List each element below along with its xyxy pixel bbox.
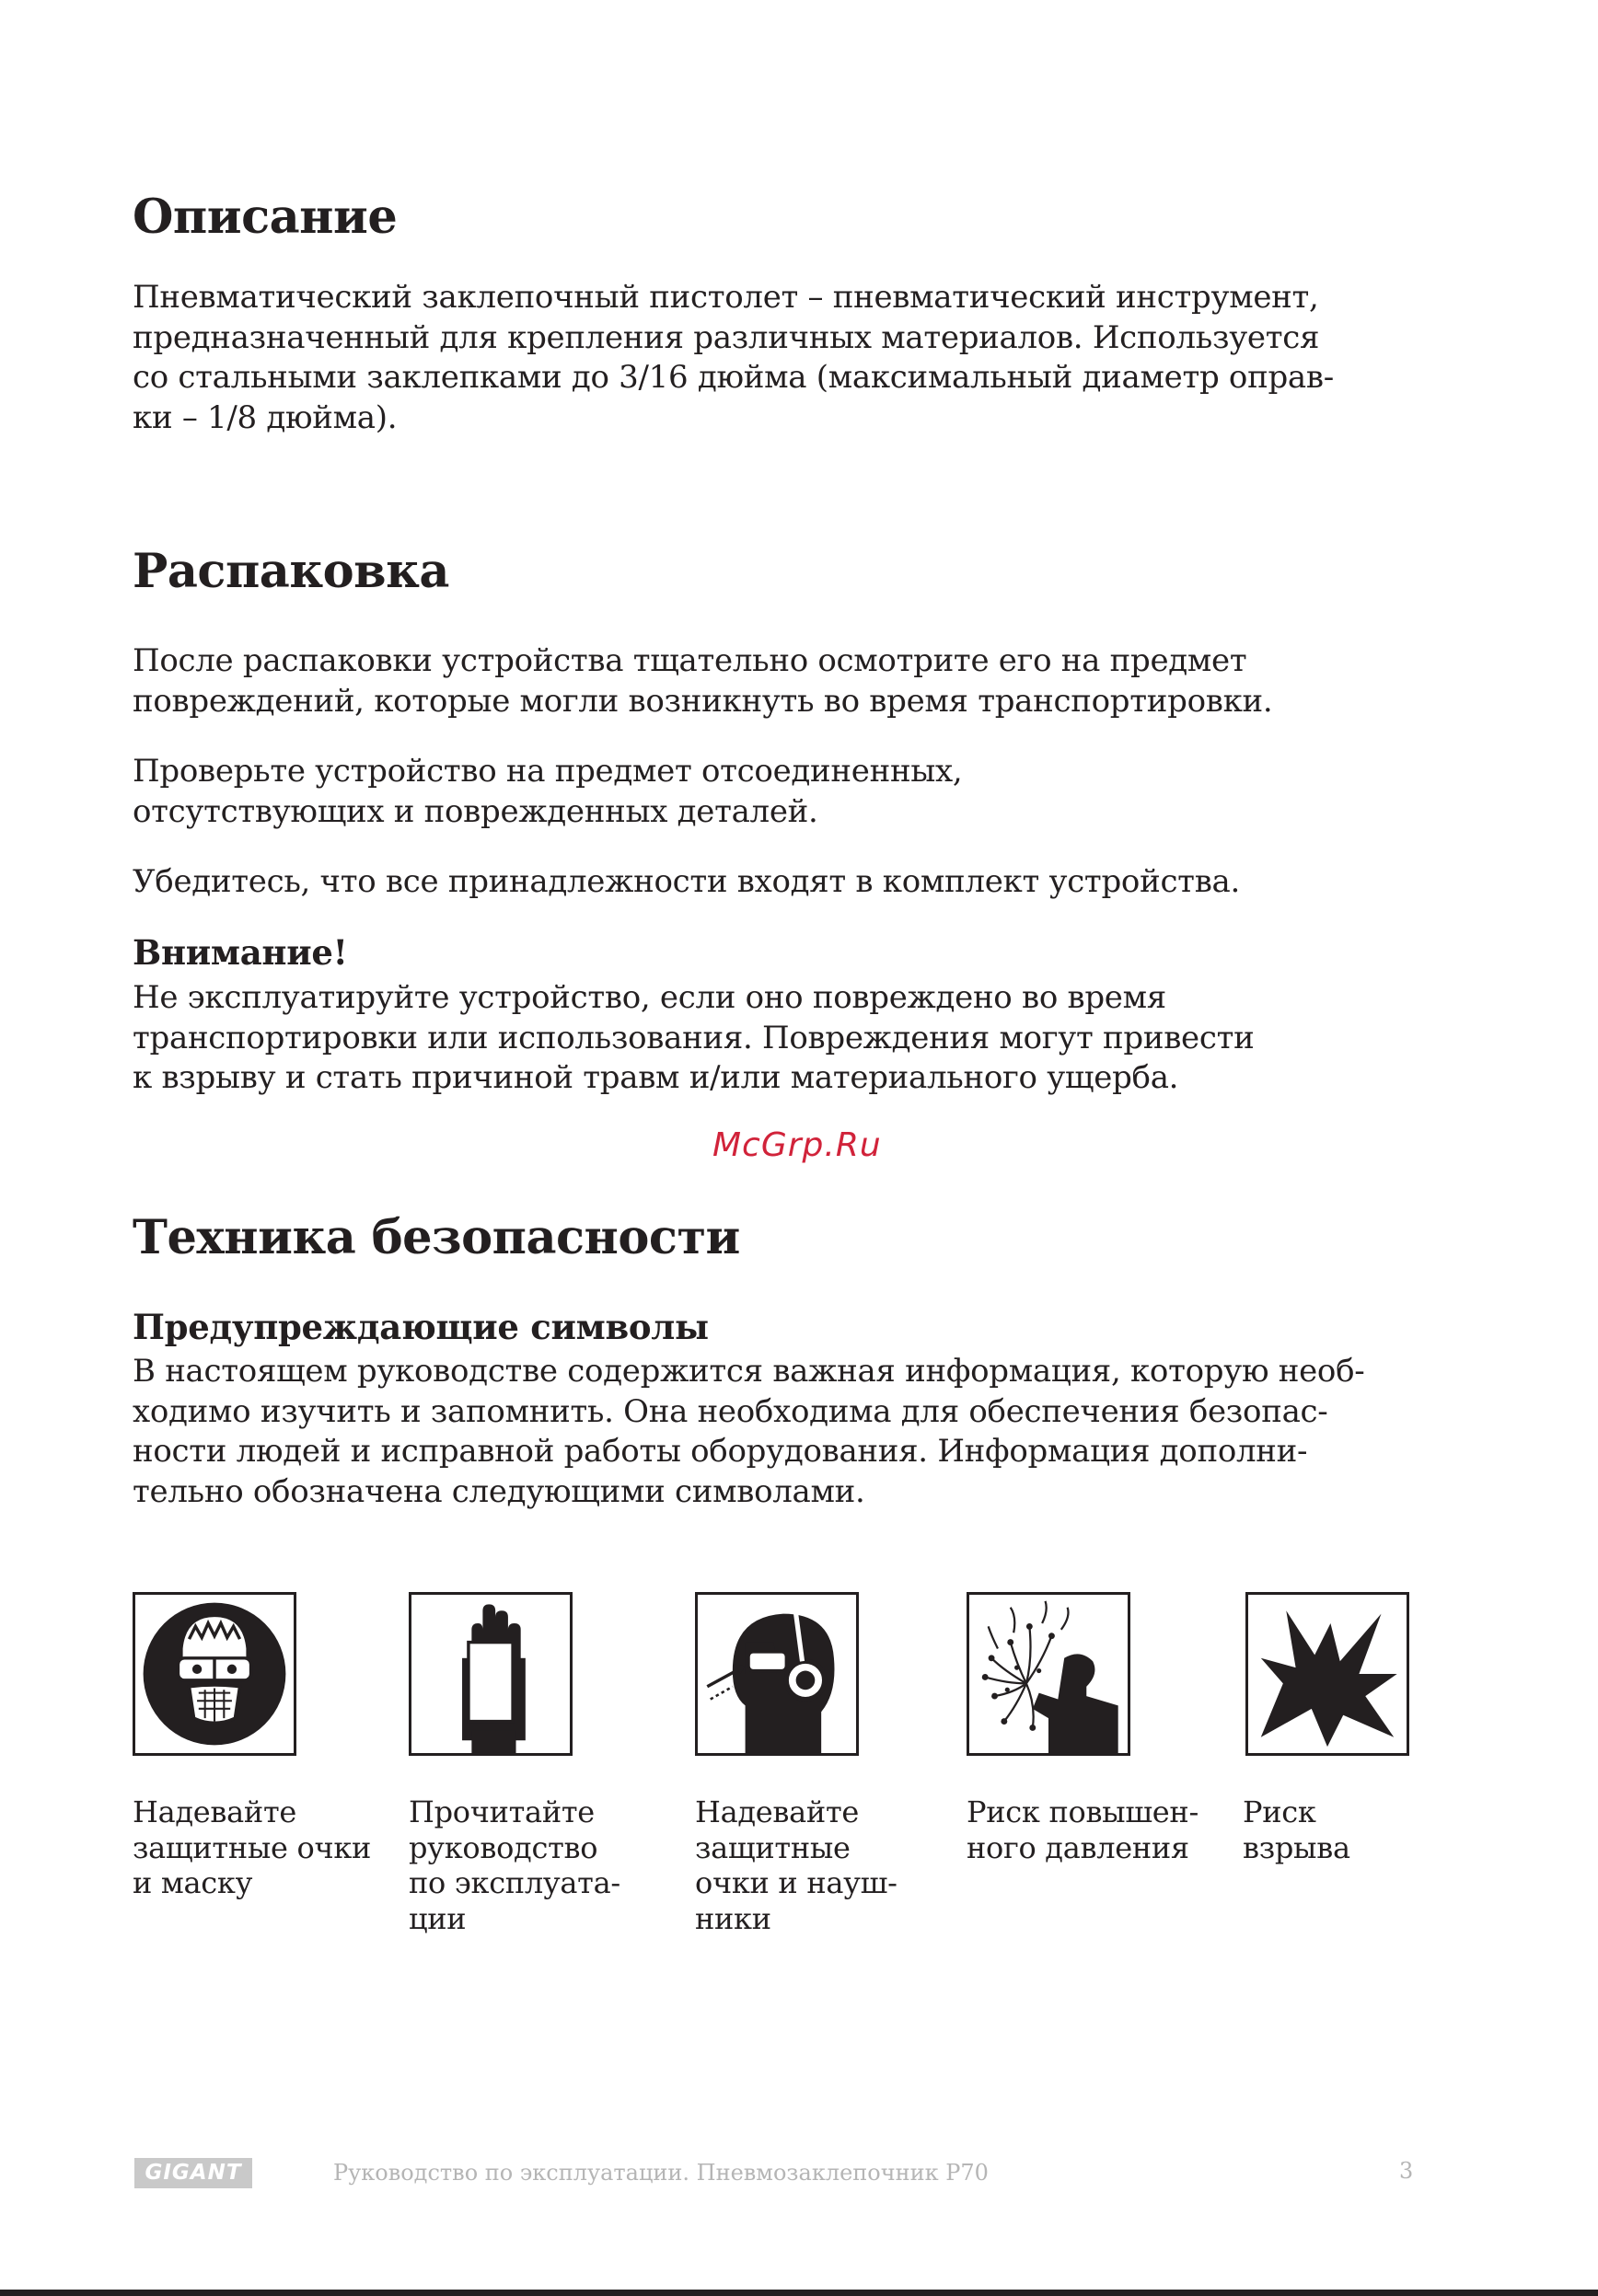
warning-line: Не эксплуатируйте устройство, если оно повреждено во время bbox=[133, 979, 1166, 1016]
unpacking-paragraph-2 bbox=[133, 752, 962, 832]
caption-line: руководство bbox=[409, 1829, 598, 1865]
unpacking-paragraph-3: Убедитесь, что все принадлежности входят в комплект устройства. bbox=[133, 863, 1241, 900]
safety-subtitle: Предупреждающие символы bbox=[133, 1307, 709, 1347]
unpacking-paragraph-1 bbox=[133, 641, 1272, 721]
caption-line: Прочитайте bbox=[409, 1794, 595, 1829]
safety-title: Техника безопасности bbox=[133, 1210, 740, 1265]
safety-line: тельно обозначена следующими символами. bbox=[133, 1472, 865, 1510]
caption-line: ции bbox=[409, 1900, 467, 1936]
safety-line: ности людей и исправной работы оборудования. Информация дополни- bbox=[133, 1433, 1308, 1470]
caption-line: по эксплуата- bbox=[409, 1865, 620, 1900]
warning-paragraph bbox=[133, 978, 1254, 1099]
description-line: ки – 1/8 дюйма). bbox=[133, 398, 398, 436]
caption-line: ного давления bbox=[967, 1829, 1189, 1865]
caption-goggles-mask bbox=[133, 1794, 371, 1901]
description-line: со стальными заклепками до 3/16 дюйма (максимальный диаметр оправ- bbox=[133, 359, 1334, 396]
caption-line: Надевайте bbox=[695, 1794, 859, 1829]
warning-title: Внимание! bbox=[133, 932, 348, 973]
caption-read-manual bbox=[409, 1794, 620, 1936]
description-line: Пневматический заклепочный пистолет – пневматический инструмент, bbox=[133, 279, 1319, 316]
page-bottom-border bbox=[0, 2290, 1598, 2296]
description-title: Описание bbox=[133, 190, 398, 245]
goggles-earmuffs-icon bbox=[695, 1592, 859, 1756]
explosion-icon bbox=[1245, 1592, 1409, 1756]
caption-explosion bbox=[1243, 1794, 1350, 1865]
caption-line: взрыва bbox=[1243, 1829, 1350, 1865]
page-number: 3 bbox=[1399, 2158, 1414, 2184]
unpacking-line: Проверьте устройство на предмет отсоединенных, bbox=[133, 753, 963, 790]
unpacking-line: После распаковки устройства тщательно осмотрите его на предмет bbox=[133, 642, 1247, 679]
safety-line: В настоящем руководстве содержится важная информация, которую необ- bbox=[133, 1353, 1365, 1390]
caption-high-pressure bbox=[967, 1794, 1198, 1865]
caption-line: Надевайте bbox=[133, 1794, 296, 1829]
description-line: предназначенный для крепления различных материалов. Используется bbox=[133, 318, 1320, 356]
unpacking-title: Распаковка bbox=[133, 544, 449, 599]
caption-line: очки и науш- bbox=[695, 1865, 897, 1900]
warning-line: транспортировки или использования. Повреждения могут привести bbox=[133, 1019, 1255, 1056]
caption-line: Риск bbox=[1243, 1794, 1316, 1829]
high-pressure-icon bbox=[967, 1592, 1130, 1756]
unpacking-line: повреждений, которые могли возникнуть во время транспортировки. bbox=[133, 682, 1273, 720]
description-paragraph bbox=[133, 278, 1334, 438]
read-manual-icon bbox=[409, 1592, 573, 1756]
watermark: McGrp.Ru bbox=[712, 1126, 882, 1164]
caption-line: Риск повышен- bbox=[967, 1794, 1198, 1829]
caption-goggles-earmuffs bbox=[695, 1794, 897, 1936]
caption-line: защитные очки bbox=[133, 1829, 372, 1865]
caption-line: защитные bbox=[695, 1829, 851, 1865]
safety-paragraph bbox=[133, 1352, 1364, 1512]
goggles-mask-icon bbox=[133, 1592, 296, 1756]
caption-line: и маску bbox=[133, 1865, 253, 1900]
safety-line: ходимо изучить и запомнить. Она необходима для обеспечения безопас- bbox=[133, 1392, 1328, 1430]
caption-line: ники bbox=[695, 1900, 771, 1936]
warning-line: к взрыву и стать причиной травм и/или материального ущерба. bbox=[133, 1059, 1179, 1096]
footer-title: Руководство по эксплуатации. Пневмозаклепочник P70 bbox=[333, 2160, 989, 2186]
brand-logo: GIGANT bbox=[134, 2158, 252, 2188]
unpacking-line: отсутствующих и поврежденных деталей. bbox=[133, 792, 818, 830]
